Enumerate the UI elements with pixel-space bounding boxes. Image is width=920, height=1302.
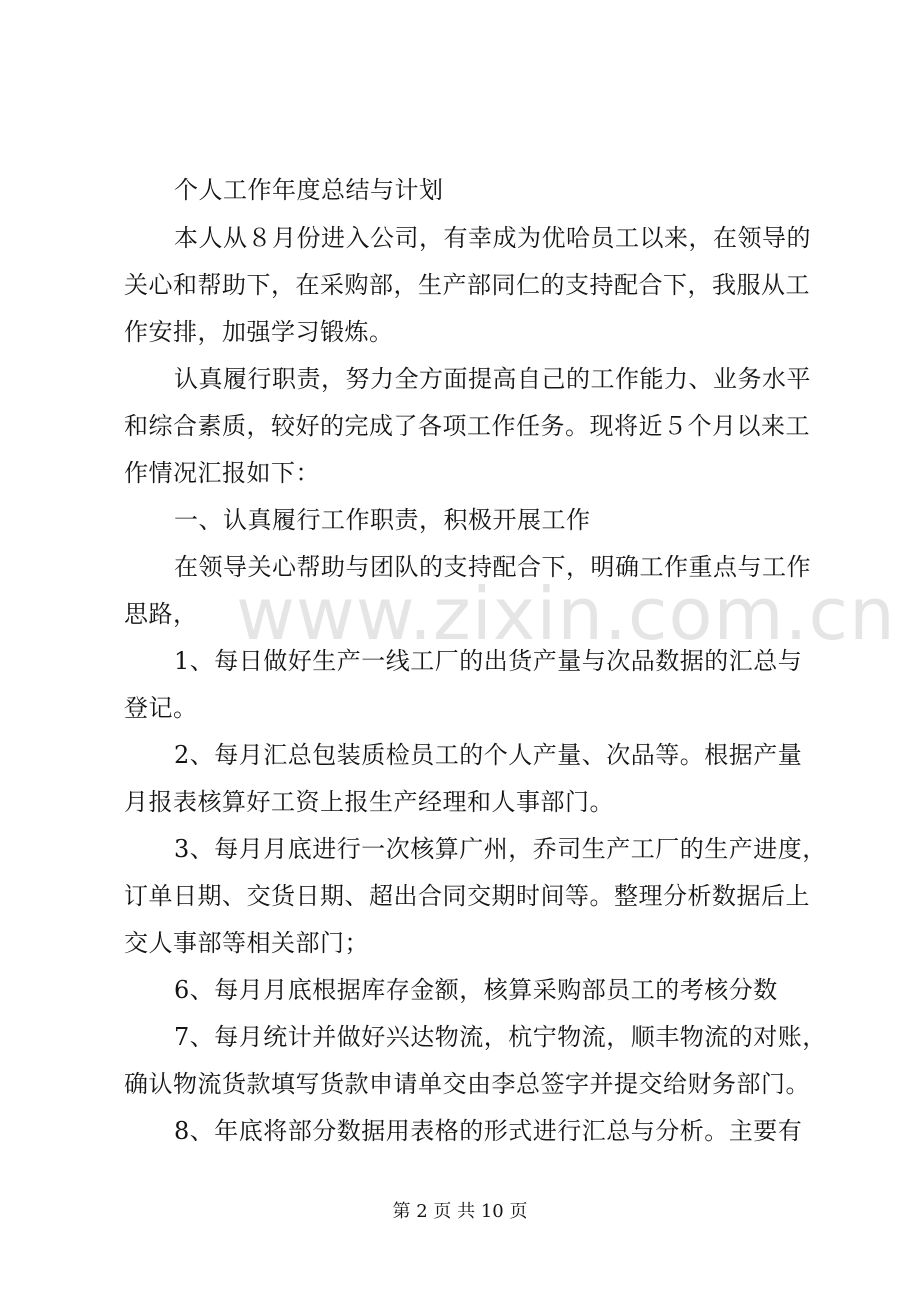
- paragraph-line: 关心和帮助下，在采购部，生产部同仁的支持配合下，我服从工: [124, 271, 810, 299]
- paragraph-line: 登记。: [124, 694, 198, 722]
- paragraph-line: 交人事部等相关部门；: [124, 929, 369, 957]
- document-title: 个人工作年度总结与计划: [174, 176, 444, 204]
- paragraph-line: 和综合素质，较好的完成了各项工作任务。现将近５个月以来工: [124, 412, 810, 440]
- paragraph-line: 认真履行职责，努力全方面提高自己的工作能力、业务水平: [174, 365, 811, 393]
- paragraph-line: 作安排，加强学习锻炼。: [124, 318, 394, 346]
- page-number-footer: 第 2 页 共 10 页: [392, 1201, 528, 1222]
- paragraph-line: 在领导关心帮助与团队的支持配合下，明确工作重点与工作: [174, 553, 811, 581]
- paragraph-line: 1、每日做好生产一线工厂的出货产量与次品数据的汇总与: [174, 647, 803, 675]
- paragraph-line: 确认物流货款填写货款申请单交由李总签字并提交给财务部门。: [124, 1070, 810, 1098]
- paragraph-line: 8、年底将部分数据用表格的形式进行汇总与分析。主要有: [174, 1117, 803, 1145]
- paragraph-line: 思路，: [124, 600, 198, 628]
- paragraph-line: 6、每月月底根据库存金额，核算采购部员工的考核分数: [174, 976, 778, 1004]
- section-heading: 一、认真履行工作职责，积极开展工作: [174, 506, 591, 534]
- paragraph-line: 3、每月月底进行一次核算广州，乔司生产工厂的生产进度，: [174, 835, 827, 863]
- paragraph-line: 订单日期、交货日期、超出合同交期时间等。整理分析数据后上: [124, 882, 810, 910]
- paragraph-line: 作情况汇报如下：: [124, 459, 320, 487]
- paragraph-line: 月报表核算好工资上报生产经理和人事部门。: [124, 788, 614, 816]
- paragraph-line: 7、每月统计并做好兴达物流，杭宁物流，顺丰物流的对账，: [174, 1023, 827, 1051]
- paragraph-line: 本人从８月份进入公司，有幸成为优哈员工以来，在领导的: [174, 224, 811, 252]
- watermark: www.zixin.com.cn: [236, 572, 896, 656]
- paragraph-line: 2、每月汇总包装质检员工的个人产量、次品等。根据产量: [174, 741, 803, 769]
